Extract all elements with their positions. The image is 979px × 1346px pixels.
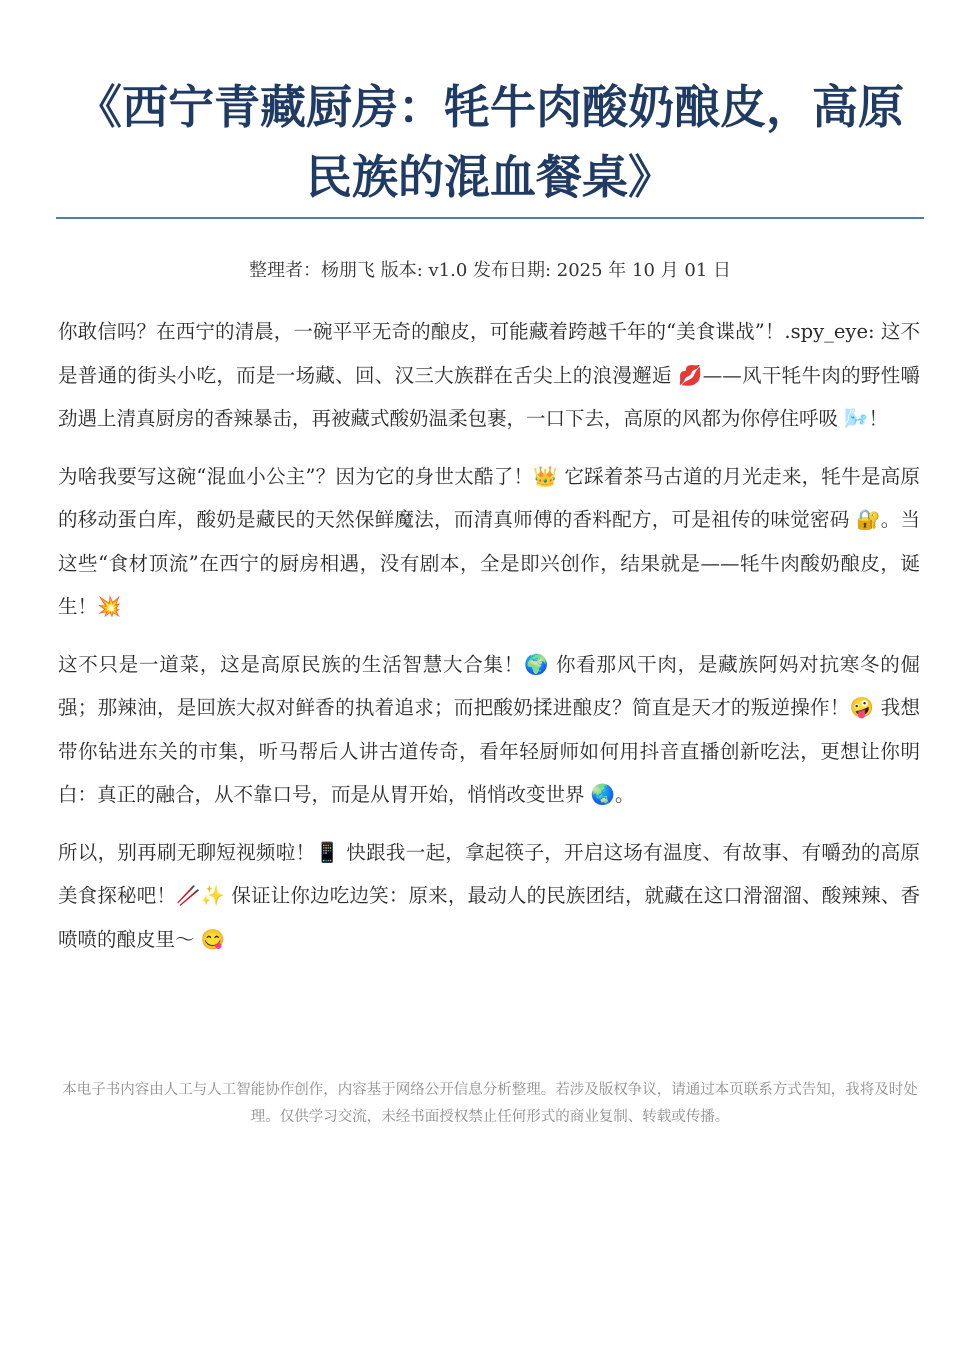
paragraph-3: 这不只是一道菜，这是高原民族的生活智慧大合集！🌍 你看那风干肉，是藏族阿妈对抗寒冬的倔强；那辣油，是回族大叔对鲜香的执着追求；而把酸奶揉进酿皮？简直是天才的叛逆操作！🤪 我想带你钻进东关的市集，听马帮后人讲古道传奇，看年轻厨师如何用抖音直播创新吃法，更想让你明白：真正的融合，从不靠口号，而是从胃开始，悄悄改变世界 🌏。 — [58, 652, 920, 806]
paragraph-1: 你敢信吗？在西宁的清晨，一碗平平无奇的酿皮，可能藏着跨越千年的“美食谍战”！.spy_eye: 这不是普通的街头小吃，而是一场藏、回、汉三大族群在舌尖上的浪漫邂逅 💋——风干牦牛肉的野性嚼劲遇上清真厨房的香辣暴击，再被藏式酸奶温柔包裹，一口下去，高原的风都为你停住呼吸 🌬️！ — [58, 320, 920, 430]
paragraph-2: 为啥我要写这碗“混血小公主”？因为它的身世太酷了！👑 它踩着茶马古道的月光走来，牦牛是高原的移动蛋白库，酸奶是藏民的天然保鲜魔法，而清真师傅的香料配方，可是祖传的味觉密码 🔐。当这些“食材顶流”在西宁的厨房相遇，没有剧本，全是即兴创作，结果就是——牦牛肉酸奶酿皮，诞生！💥 — [58, 464, 920, 618]
copyright-notice: 本电子书内容由人工与人工智能协作创作，内容基于网络公开信息分析整理。若涉及版权争议，请通过本页联系方式告知，我将及时处理。仅供学习交流，未经书面授权禁止任何形式的商业复制、转载或传播。 — [62, 1082, 918, 1125]
title-divider — [56, 217, 924, 219]
article-body — [58, 310, 920, 975]
paragraph-4: 所以，别再刷无聊短视频啦！📱 快跟我一起，拿起筷子，开启这场有温度、有故事、有嚼劲的高原美食探秘吧！🥢✨ 保证让你边吃边笑：原来，最动人的民族团结，就藏在这口滑溜溜、酸辣辣、香喷喷的酿皮里～ 😋 — [58, 840, 920, 951]
document-meta: 整理者：杨朋飞 版本: v1.0 发布日期: 2025 年 10 月 01 日 — [248, 260, 732, 281]
document-title: 《西宁青藏厨房：牦牛肉酸奶酿皮，高原民族的混血餐桌》 — [76, 80, 904, 204]
